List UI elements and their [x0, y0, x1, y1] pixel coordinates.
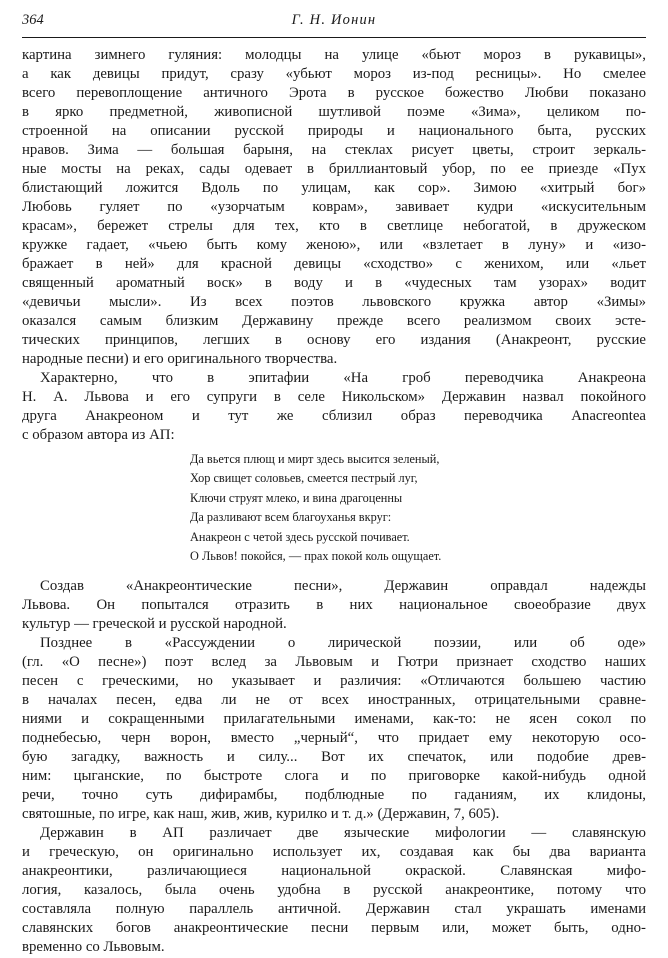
text-line: ниями и сокращенными прилагательными именами, как-то: не ясен сокол по — [22, 711, 646, 727]
text-block-lower — [22, 577, 646, 957]
paragraph-3 — [22, 577, 646, 634]
text-line: тических принципов, легших в основу его издания (Анакреонт, русские — [22, 332, 646, 348]
text-line: анакреонтики, различающиеся национальной окраской. Славянская мифо- — [22, 863, 646, 879]
text-line: Львова. Он попытался отразить в них национальное своеобразие двух — [22, 597, 646, 613]
paragraph-4 — [22, 634, 646, 824]
text-line: речи, точно суть дифирамбы, подблюдные по гаданиям, их клидоны, — [22, 787, 646, 803]
text-line: кружке гадает, «чьею быть кому женою», или «взлетает в луну» и «изо- — [22, 237, 646, 253]
running-title: Г. Н. Ионин — [291, 12, 377, 28]
text-line: логия, казалось, была очень удобна в русской анакреонтике, потому что — [22, 882, 646, 898]
text-line: блистающий ложится Вдоль по улицам, как сор». Зимою «хитрый бог» — [22, 180, 646, 196]
header-rule — [22, 37, 646, 38]
running-head — [22, 12, 646, 34]
text-line: временно со Львовым. — [22, 939, 165, 955]
verse-line: Да вьется плющ и мирт здесь высится зеленый, — [190, 452, 440, 466]
text-line: нравов. Зима — большая барыня, на стеклах рисует цветы, строит зеркаль- — [22, 142, 646, 158]
verse-line: О Львов! покойся, — прах покой коль ощущает. — [190, 548, 442, 563]
text-line: ним: цыганские, по быстроте слога и по приговорке какой-нибудь одной — [22, 768, 646, 784]
text-line: в ярко предметной, живописной шутливой поэме «Зима», целиком по- — [22, 104, 646, 120]
verse-line: Хор свищет соловьев, смеется пестрый луг, — [190, 471, 418, 486]
verse-line: Ключи струят млеко, и вина драгоценны — [190, 490, 403, 505]
text-line: священный ароматный воск» в воду и в «чудесных там узорах» водит — [22, 275, 646, 291]
paragraph-5 — [22, 824, 646, 957]
text-line: «девичьи мысли». Из всех поэтов львовского кружка автор «Зимы» — [22, 294, 646, 310]
text-line: Державин в АП различает две языческие мифологии — славянскую — [40, 825, 646, 841]
verse-line: Да разливают всем благоуханья вкруг: — [190, 510, 392, 525]
text-line: поднебесью, черн ворон, вместо „черный“, что придает ему некоторую осо- — [22, 730, 646, 746]
text-line: бую загадку, важность и силу... Вот их спечаток, или подобие древ- — [22, 749, 646, 765]
text-line: составляла полную параллель античной. Державин стал украшать именами — [22, 901, 646, 917]
text-line: Н. А. Львова и его супруги в селе Никольском» Державин назвал покойного — [22, 389, 646, 405]
verse-line: Анакреон с четой здесь русской почивает. — [190, 529, 410, 544]
text-line: друга Анакреоном и тут же сблизил образ переводчика Anacreontea — [22, 408, 646, 424]
text-line: оказался самым близким Державину прежде всего реализмом своих эсте- — [22, 313, 646, 329]
text-line: в началах песен, едва ли не от всех иностранных, отрицательными сравне- — [22, 692, 646, 708]
text-line: народные песни) и его оригинального творчества. — [22, 351, 338, 367]
text-line: Создав «Анакреонтические песни», Державин оправдал надежды — [40, 578, 646, 594]
text-line: ные мосты на реках, сады одевает в бриллиантовый убор, по ее приезде «Пух — [22, 161, 646, 177]
text-line: Позднее в «Рассуждении о лирической поэзии, или об оде» — [40, 635, 646, 651]
text-line: красам», бережет стрелы для тех, кто в светлице небогатой, в дружеском — [22, 218, 646, 234]
text-line: всего перевоплощение античного Эрота в русское божество Любви показано — [22, 85, 646, 101]
text-line: Любовь гуляет по «узорчатым коврам», завивает кудри «искусительным — [22, 199, 646, 215]
text-line: картина зимнего гуляния: молодцы на улице «бьют мороз в рукавицы», — [22, 47, 646, 63]
text-line: бражает в ней» для красной девицы «сходство» с женихом, или «льет — [22, 256, 646, 272]
paragraph-1 — [22, 46, 646, 369]
text-line: песен с греческими, но указывает и различия: «Отличаются большею частию — [22, 673, 646, 689]
text-line: Характерно, что в эпитафии «На гроб переводчика Анакреона — [40, 370, 646, 386]
text-line: (гл. «О песне») поэт вслед за Львовым и Гютри признает сходство наших — [22, 654, 646, 670]
text-line: с образом автора из АП: — [22, 427, 175, 443]
text-line: святошные, по игре, как наш, жив, жив, курилко и т. д.» (Державин, 7, 605). — [22, 806, 500, 822]
text-line: культур — греческой и русской народной. — [22, 616, 287, 632]
text-line: а как девицы придут, сразу «убьют мороз из-под ресницы». Но смелее — [22, 66, 646, 82]
paragraph-2 — [22, 369, 646, 445]
text-line: строенной на описании русской природы и национального быта, русских — [22, 123, 646, 139]
page-number: 364 — [22, 12, 44, 28]
epitaph-verse — [190, 450, 550, 566]
text-line: и греческую, он оригинально использует их, создавая как бы два варианта — [22, 844, 646, 860]
text-line: славянских богов анакреонтические песни первым или, может быть, одно- — [22, 920, 646, 936]
text-block-upper — [22, 46, 646, 445]
